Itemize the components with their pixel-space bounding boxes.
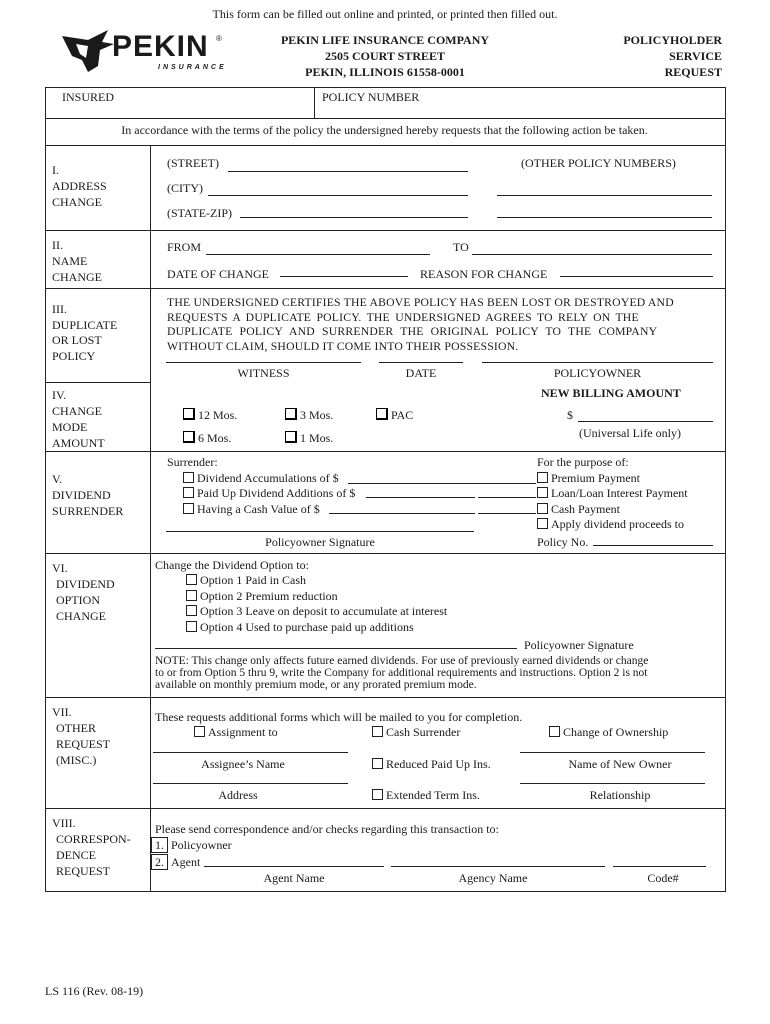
section-8-title: CORRESPON- xyxy=(56,832,131,846)
apply-dividend-policy-no-field[interactable] xyxy=(593,545,713,546)
surrender-dividend-accumulations-label: Dividend Accumulations of $ xyxy=(197,471,339,485)
section-6-label xyxy=(52,560,115,624)
witness-label: WITNESS xyxy=(237,366,290,380)
checkbox-icon[interactable] xyxy=(549,726,560,737)
correspondence-intro: Please send correspondence and/or checks regarding this transaction to: xyxy=(155,822,499,836)
section-8-label xyxy=(52,815,131,879)
agency-name-label: Agency Name xyxy=(458,871,528,885)
purpose-apply-dividend[interactable] xyxy=(537,517,684,532)
section-6-title-3: CHANGE xyxy=(56,609,106,623)
checkbox-icon[interactable] xyxy=(183,503,194,514)
city-field[interactable] xyxy=(208,195,468,196)
company-name: PEKIN LIFE INSURANCE COMPANY xyxy=(280,33,490,47)
dividend-option-1[interactable] xyxy=(186,573,306,588)
section-5-label xyxy=(52,471,123,519)
policy-no-label: Policy No. xyxy=(537,535,589,549)
paid-up-additions-line-extension xyxy=(478,497,536,498)
checkbox-icon[interactable] xyxy=(186,590,197,601)
mode-1-mos[interactable] xyxy=(285,431,333,446)
other-policy-numbers-label: (OTHER POLICY NUMBERS) xyxy=(521,156,676,170)
section-2-label xyxy=(52,237,102,285)
date-of-change-field[interactable] xyxy=(280,276,408,277)
universal-life-note: (Universal Life only) xyxy=(579,426,681,440)
mode-pac-label: PAC xyxy=(391,408,414,422)
reason-for-change-field[interactable] xyxy=(560,276,713,277)
other-request-intro: These requests additional forms which will be mailed to you for completion. xyxy=(155,710,523,724)
purpose-loan-payment-label: Loan/Loan Interest Payment xyxy=(551,486,688,500)
surrender-cash-value[interactable] xyxy=(183,502,320,517)
section-1-title: ADDRESS xyxy=(52,179,107,193)
dividend-option-signature-label: Policyowner Signature xyxy=(524,638,634,652)
change-of-ownership-option[interactable] xyxy=(549,725,668,740)
section-4-label xyxy=(52,387,105,451)
assignee-name-field[interactable] xyxy=(153,752,348,753)
top-note: This form can be filled out online and printed, or printed then filled out. xyxy=(212,7,558,21)
note-line-3: available on monthly premium mode, or any prorated premium mode. xyxy=(155,679,477,691)
relationship-label: Relationship xyxy=(589,788,651,802)
state-zip-label: (STATE-ZIP) xyxy=(167,206,233,220)
assignment-option-label: Assignment to xyxy=(208,725,278,739)
logo-registered: ® xyxy=(216,34,222,43)
checkbox-icon[interactable] xyxy=(183,408,195,420)
correspondence-agent-label: Agent xyxy=(171,855,201,869)
cash-value-line-extension xyxy=(478,513,536,514)
reason-for-change-label: REASON FOR CHANGE xyxy=(420,267,548,281)
insured-label: INSURED xyxy=(62,90,115,104)
section-4-number: IV. xyxy=(52,388,67,402)
surrender-label: Surrender: xyxy=(167,455,218,469)
section-7-title-3: (MISC.) xyxy=(56,753,97,767)
section-8-title-3: REQUEST xyxy=(56,864,110,878)
surrender-dividend-accumulations[interactable] xyxy=(183,471,339,486)
mode-12-mos[interactable] xyxy=(183,408,237,423)
mode-pac[interactable] xyxy=(376,408,413,423)
relationship-field[interactable] xyxy=(520,783,705,784)
form-title-line1: POLICYHOLDER xyxy=(623,33,722,47)
section-3-label xyxy=(52,302,117,364)
section-2-title: NAME xyxy=(52,254,88,268)
assignee-address-field[interactable] xyxy=(153,783,348,784)
intro-text: In accordance with the terms of the policy the undersigned hereby requests that the following action be taken. xyxy=(121,123,648,137)
dividend-option-3[interactable] xyxy=(186,604,447,619)
section-7-label xyxy=(52,704,110,768)
section-6-title-2: OPTION xyxy=(56,593,100,607)
surrender-paid-up-additions[interactable] xyxy=(183,486,355,501)
to-label: TO xyxy=(453,240,469,254)
street-field[interactable] xyxy=(228,171,468,172)
dividend-option-2[interactable] xyxy=(186,589,338,604)
company-street: 2505 COURT STREET xyxy=(324,49,446,63)
correspondence-option-2-box[interactable]: 2. xyxy=(151,854,168,870)
checkbox-icon[interactable] xyxy=(376,408,388,420)
note-line-2: to or from Option 5 thru 9, write the Company for additional requirements and instructions. Option 2 is not xyxy=(155,667,648,679)
checkbox-icon[interactable] xyxy=(186,574,197,585)
dividend-accumulations-amount-field[interactable] xyxy=(348,483,536,484)
state-zip-field[interactable] xyxy=(240,217,468,218)
cash-value-amount-field[interactable] xyxy=(329,513,475,514)
policy-number-field[interactable] xyxy=(315,102,723,117)
mode-3-mos[interactable] xyxy=(285,408,333,423)
company-address xyxy=(240,32,530,80)
cash-surrender-option-label: Cash Surrender xyxy=(386,725,461,739)
sections-divider xyxy=(150,145,151,892)
from-label: FROM xyxy=(167,240,202,254)
duplicate-date-field[interactable] xyxy=(379,362,463,363)
dividend-option-4-label: Option 4 Used to purchase paid up additions xyxy=(200,620,414,634)
from-name-field[interactable] xyxy=(206,254,430,255)
mode-6-mos[interactable] xyxy=(183,431,231,446)
dollar-sign: $ xyxy=(567,408,573,422)
date-label: DATE xyxy=(405,366,437,380)
checkbox-icon[interactable] xyxy=(537,487,548,498)
checkbox-icon[interactable] xyxy=(372,789,383,800)
section-8-number: VIII. xyxy=(52,816,76,830)
form-title-line3: REQUEST xyxy=(664,65,722,79)
street-label: (STREET) xyxy=(167,156,219,170)
certification-line-3: DUPLICATE POLICY AND SURRENDER THE ORIGINAL POLICY TO THE COMPANY xyxy=(167,325,658,338)
mode-6-mos-label: 6 Mos. xyxy=(198,431,232,445)
purpose-cash-payment-label: Cash Payment xyxy=(551,502,620,516)
purpose-loan-payment[interactable] xyxy=(537,486,688,501)
dividend-option-change-label: Change the Dividend Option to: xyxy=(155,558,309,572)
address-label: Address xyxy=(218,788,258,802)
checkbox-icon[interactable] xyxy=(186,621,197,632)
section-3-title-2: OR LOST xyxy=(52,333,102,347)
mode-12-mos-label: 12 Mos. xyxy=(198,408,238,422)
agency-name-field[interactable] xyxy=(391,866,605,867)
checkbox-icon[interactable] xyxy=(372,726,383,737)
checkbox-icon[interactable] xyxy=(285,431,297,443)
checkbox-icon[interactable] xyxy=(372,758,383,769)
checkbox-icon[interactable] xyxy=(537,503,548,514)
policy-number-label: POLICY NUMBER xyxy=(322,90,420,104)
checkbox-icon[interactable] xyxy=(537,518,548,529)
section-2-number: II. xyxy=(52,238,63,252)
correspondence-option-1-box[interactable]: 1. xyxy=(151,837,168,853)
purpose-premium-payment[interactable] xyxy=(537,471,640,486)
mode-1-mos-label: 1 Mos. xyxy=(300,431,334,445)
dividend-option-note xyxy=(155,655,720,691)
section-7-number: VII. xyxy=(52,705,72,719)
purpose-cash-payment[interactable] xyxy=(537,502,620,517)
eagle-shield-icon xyxy=(58,26,118,74)
city-label: (CITY) xyxy=(167,181,203,195)
checkbox-icon[interactable] xyxy=(183,487,194,498)
section-8-title-2: DENCE xyxy=(56,848,96,862)
code-label: Code# xyxy=(647,871,679,885)
surrender-paid-up-additions-label: Paid Up Dividend Additions of $ xyxy=(197,486,356,500)
section-6-title: DIVIDEND xyxy=(56,577,115,591)
section-2-title-2: CHANGE xyxy=(52,270,102,284)
policyowner-signature-field[interactable] xyxy=(482,362,713,363)
section-4-title: CHANGE xyxy=(52,404,102,418)
insured-field[interactable] xyxy=(46,102,313,117)
company-logo xyxy=(58,26,228,76)
section-3-title-3: POLICY xyxy=(52,348,96,363)
new-owner-name-label: Name of New Owner xyxy=(568,757,672,771)
surrender-signature-label: Policyowner Signature xyxy=(265,535,375,549)
assignment-option[interactable] xyxy=(194,725,278,740)
certification-line-1: THE UNDERSIGNED CERTIFIES THE ABOVE POLICY HAS BEEN LOST OR DESTROYED AND xyxy=(167,296,674,309)
witness-signature-field[interactable] xyxy=(166,362,361,363)
new-billing-amount-label: NEW BILLING AMOUNT xyxy=(541,386,681,400)
section-7-title: OTHER xyxy=(56,721,96,735)
agent-code-field[interactable] xyxy=(613,866,706,867)
extended-term-option[interactable] xyxy=(372,788,480,803)
mode-3-mos-label: 3 Mos. xyxy=(300,408,334,422)
form-title xyxy=(560,32,722,80)
section-4-title-2: MODE xyxy=(52,420,88,434)
dividend-option-1-label: Option 1 Paid in Cash xyxy=(200,573,307,587)
section-4-title-3: AMOUNT xyxy=(52,436,105,450)
purpose-apply-dividend-label: Apply dividend proceeds to xyxy=(551,517,684,531)
purpose-label: For the purpose of: xyxy=(537,455,629,469)
paid-up-additions-amount-field[interactable] xyxy=(366,497,475,498)
dividend-option-2-label: Option 2 Premium reduction xyxy=(200,589,338,603)
other-policy-number-field-1[interactable] xyxy=(497,195,712,196)
logo-wordmark: PEKIN xyxy=(112,30,209,63)
correspondence-policyowner-label: Policyowner xyxy=(171,838,232,852)
section-3-title: DUPLICATE xyxy=(52,317,118,332)
duplicate-policy-certification xyxy=(167,296,697,354)
section-5-number: V. xyxy=(52,472,63,486)
dividend-option-signature-field[interactable] xyxy=(155,648,517,649)
section-1-label xyxy=(52,162,107,210)
company-city: PEKIN, ILLINOIS 61558-0001 xyxy=(305,65,465,79)
purpose-premium-payment-label: Premium Payment xyxy=(551,471,640,485)
cash-surrender-option[interactable] xyxy=(372,725,460,740)
other-policy-number-field-2[interactable] xyxy=(497,217,712,218)
agent-name-label: Agent Name xyxy=(263,871,325,885)
logo-subtitle: INSURANCE xyxy=(158,64,227,71)
section-5-title: DIVIDEND xyxy=(52,488,111,502)
surrender-cash-value-label: Having a Cash Value of $ xyxy=(197,502,320,516)
checkbox-icon[interactable] xyxy=(183,431,195,443)
dividend-option-3-label: Option 3 Leave on deposit to accumulate at interest xyxy=(200,604,448,618)
section-1-number: I. xyxy=(52,163,59,177)
form-title-line2: SERVICE xyxy=(669,49,722,63)
checkbox-icon[interactable] xyxy=(285,408,297,420)
reduced-paid-up-option-label: Reduced Paid Up Ins. xyxy=(386,757,491,771)
reduced-paid-up-option[interactable] xyxy=(372,757,491,772)
agent-name-field[interactable] xyxy=(204,866,384,867)
surrender-signature-field[interactable] xyxy=(166,531,474,532)
section-3-number: III. xyxy=(52,302,67,316)
section-6-number: VI. xyxy=(52,561,68,575)
note-line-1: NOTE: This change only affects future earned dividends. For use of previously earned dividends or change xyxy=(155,655,649,667)
section-7-title-2: REQUEST xyxy=(56,737,110,751)
policyowner-label: POLICYOWNER xyxy=(553,366,642,380)
date-of-change-label: DATE OF CHANGE xyxy=(167,267,269,281)
checkbox-icon[interactable] xyxy=(194,726,205,737)
new-owner-name-field[interactable] xyxy=(520,752,705,753)
certification-line-2: REQUESTS A DUPLICATE POLICY. THE UNDERSIGNED AGREES TO RELY ON THE xyxy=(167,310,639,324)
assignee-name-label: Assignee’s Name xyxy=(201,757,285,771)
certification-line-4: WITHOUT CLAIM, SHOULD IT COME INTO THEIR POSSESSION. xyxy=(167,339,519,353)
checkbox-icon[interactable] xyxy=(186,605,197,616)
section-5-title-2: SURRENDER xyxy=(52,504,124,518)
change-of-ownership-option-label: Change of Ownership xyxy=(563,725,669,739)
form-number: LS 116 (Rev. 08-19) xyxy=(45,984,144,998)
extended-term-option-label: Extended Term Ins. xyxy=(386,788,480,802)
section-1-title-2: CHANGE xyxy=(52,195,102,209)
dividend-option-4[interactable] xyxy=(186,620,414,635)
checkbox-icon[interactable] xyxy=(183,472,194,483)
checkbox-icon[interactable] xyxy=(537,472,548,483)
to-name-field[interactable] xyxy=(472,254,712,255)
new-billing-amount-field[interactable] xyxy=(578,421,713,422)
